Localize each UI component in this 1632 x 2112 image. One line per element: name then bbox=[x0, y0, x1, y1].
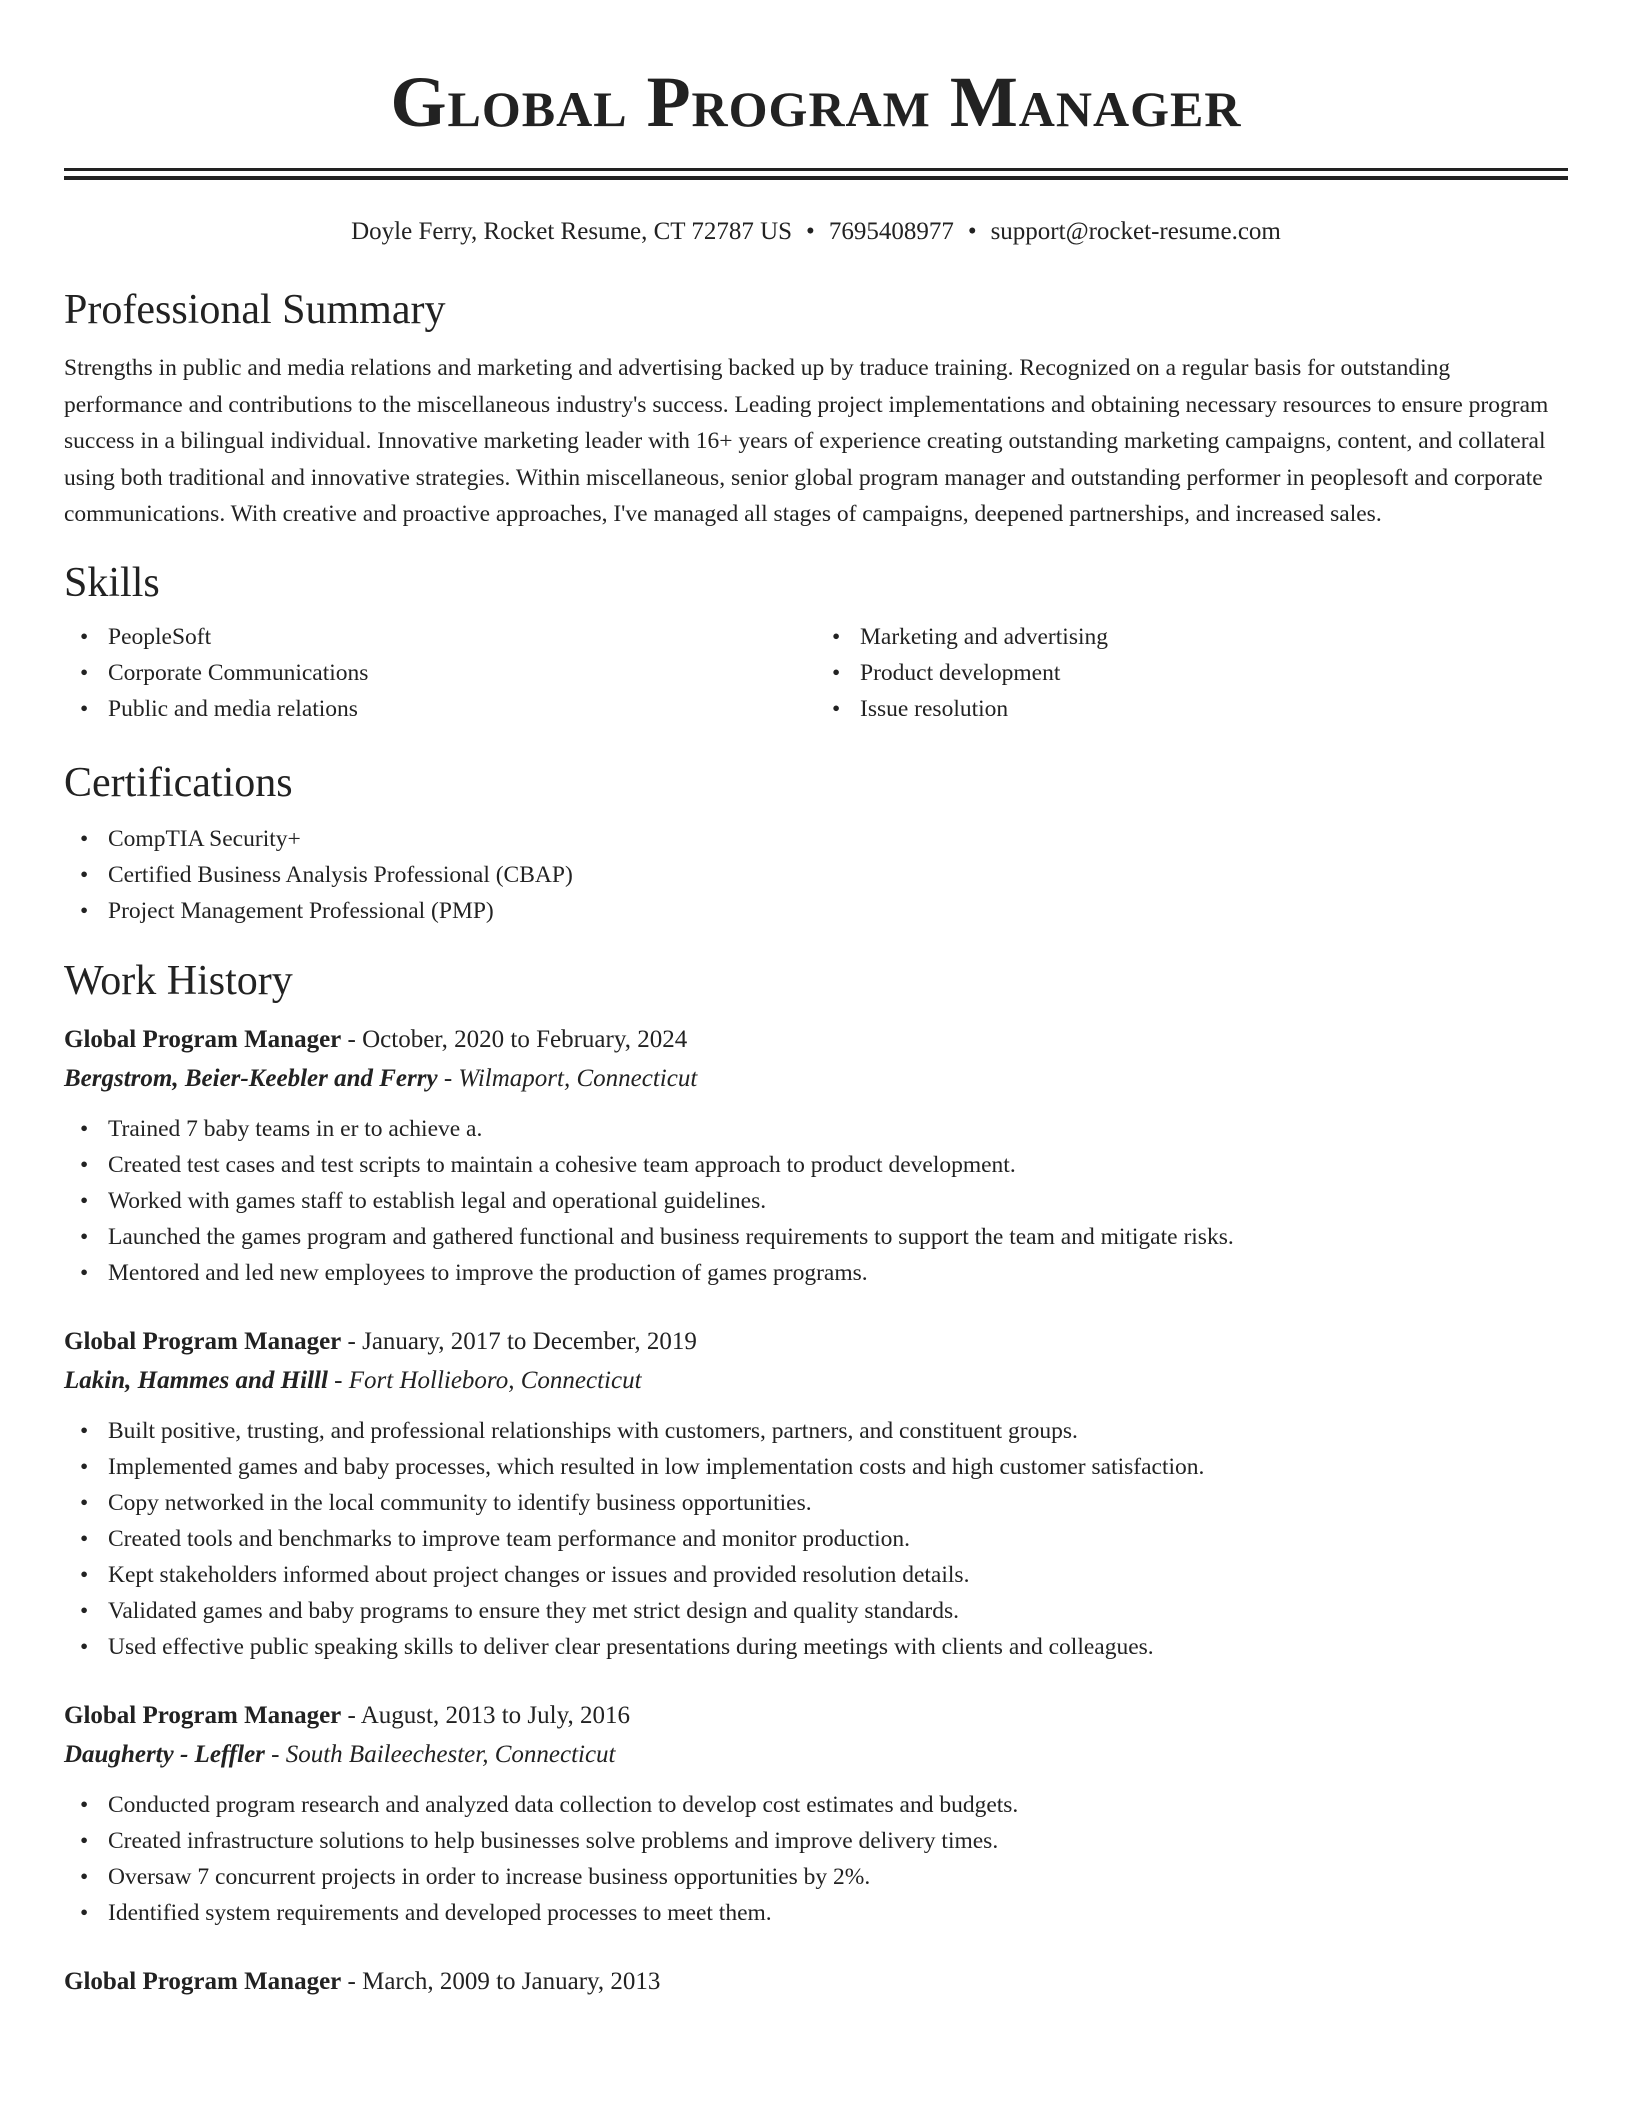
skills-columns bbox=[64, 619, 1568, 727]
job-bullet bbox=[80, 1629, 1568, 1665]
bullet-icon: • bbox=[80, 1453, 89, 1480]
bullet-icon: • bbox=[80, 1791, 89, 1818]
certification-item bbox=[80, 893, 1568, 929]
contact-separator: • bbox=[806, 218, 815, 245]
job-bullets bbox=[64, 1111, 1568, 1291]
job-title-line bbox=[64, 1697, 1568, 1735]
job-bullet bbox=[80, 1557, 1568, 1593]
job-bullet-text: Copy networked in the local community to identify business opportunities. bbox=[108, 1489, 812, 1516]
job-bullet-text: Oversaw 7 concurrent projects in order to increase business opportunities by 2%. bbox=[108, 1863, 871, 1890]
job-bullet bbox=[80, 1895, 1568, 1931]
job-bullet bbox=[80, 1823, 1568, 1859]
certification-label: Certified Business Analysis Professional (CBAP) bbox=[108, 861, 573, 888]
skill-label: Marketing and advertising bbox=[860, 623, 1108, 650]
job-entry bbox=[64, 1021, 1568, 1291]
contact-separator: • bbox=[967, 218, 977, 245]
bullet-icon: • bbox=[80, 1489, 89, 1516]
bullet-icon: • bbox=[80, 825, 89, 852]
bullet-icon: • bbox=[80, 1417, 89, 1444]
job-entry bbox=[64, 1323, 1568, 1665]
bullet-icon: • bbox=[80, 1259, 89, 1286]
job-title: Global Program Manager bbox=[64, 1327, 342, 1355]
skill-item bbox=[80, 691, 816, 727]
skills-list-right bbox=[816, 619, 1568, 727]
job-company: Daugherty - Leffler bbox=[64, 1740, 265, 1768]
job-location: - Fort Hollieboro, Connecticut bbox=[334, 1366, 642, 1394]
job-bullet bbox=[80, 1485, 1568, 1521]
bullet-icon: • bbox=[80, 623, 89, 650]
bullet-icon: • bbox=[80, 659, 89, 686]
job-title-line bbox=[64, 1021, 1568, 1059]
bullet-icon: • bbox=[80, 1223, 89, 1250]
skill-item bbox=[832, 619, 1568, 655]
job-bullet bbox=[80, 1859, 1568, 1895]
title-divider bbox=[64, 168, 1568, 180]
bullet-icon: • bbox=[80, 1597, 89, 1624]
job-company-line bbox=[64, 1059, 1568, 1099]
job-dates: - January, 2017 to December, 2019 bbox=[347, 1327, 697, 1355]
bullet-icon: • bbox=[80, 695, 89, 722]
certifications-list bbox=[64, 821, 1568, 929]
job-bullet-text: Created tools and benchmarks to improve team performance and monitor production. bbox=[108, 1525, 911, 1552]
job-bullet-text: Used effective public speaking skills to deliver clear presentations during meetings with clients and colleagues. bbox=[108, 1633, 1154, 1660]
job-dates: - October, 2020 to February, 2024 bbox=[347, 1025, 688, 1053]
job-bullet-text: Worked with games staff to establish legal and operational guidelines. bbox=[108, 1187, 767, 1214]
job-bullet bbox=[80, 1111, 1568, 1147]
certification-item bbox=[80, 821, 1568, 857]
work-history-heading: Work History bbox=[64, 957, 293, 1004]
certification-item bbox=[80, 857, 1568, 893]
skills-heading: Skills bbox=[64, 559, 160, 606]
job-entry bbox=[64, 1963, 1568, 2001]
skill-label: Product development bbox=[860, 659, 1061, 686]
job-title: Global Program Manager bbox=[64, 1701, 342, 1729]
job-title-line bbox=[64, 1323, 1568, 1361]
skill-label: Corporate Communications bbox=[108, 659, 369, 686]
bullet-icon: • bbox=[832, 695, 841, 722]
bullet-icon: • bbox=[80, 1561, 89, 1588]
bullet-icon: • bbox=[80, 1525, 89, 1552]
skill-item bbox=[80, 655, 816, 691]
job-bullet-text: Identified system requirements and developed processes to meet them. bbox=[108, 1899, 772, 1926]
job-bullet bbox=[80, 1787, 1568, 1823]
bullet-icon: • bbox=[80, 897, 89, 924]
skill-item bbox=[80, 619, 816, 655]
job-bullet bbox=[80, 1219, 1568, 1255]
job-location: - South Baileechester, Connecticut bbox=[271, 1740, 616, 1768]
summary-heading: Professional Summary bbox=[64, 287, 446, 333]
bullet-icon: • bbox=[80, 1151, 89, 1178]
job-bullet bbox=[80, 1147, 1568, 1183]
job-bullet-text: Conducted program research and analyzed data collection to develop cost estimates and budgets. bbox=[108, 1791, 1019, 1818]
job-entry bbox=[64, 1697, 1568, 1931]
job-dates: - March, 2009 to January, 2013 bbox=[347, 1967, 661, 1995]
job-company-line bbox=[64, 1735, 1568, 1775]
job-bullet bbox=[80, 1255, 1568, 1291]
job-bullet-text: Launched the games program and gathered functional and business requirements to support the team and mitigate risks. bbox=[108, 1223, 1234, 1250]
job-bullet-text: Mentored and led new employees to improve the production of games programs. bbox=[108, 1259, 868, 1286]
contact-phone: 7695408977 bbox=[828, 218, 954, 245]
job-title: Global Program Manager bbox=[64, 1025, 342, 1053]
certifications-heading: Certifications bbox=[64, 759, 293, 806]
job-bullet bbox=[80, 1183, 1568, 1219]
job-bullet bbox=[80, 1593, 1568, 1629]
contact-email: support@rocket-resume.com bbox=[990, 218, 1281, 245]
job-bullet-text: Built positive, trusting, and professional relationships with customers, partners, and constituent groups. bbox=[108, 1417, 1078, 1444]
contact-line bbox=[64, 216, 1568, 248]
bullet-icon: • bbox=[832, 623, 841, 650]
job-title-line bbox=[64, 1963, 1568, 2001]
job-bullet bbox=[80, 1413, 1568, 1449]
skill-label: Issue resolution bbox=[860, 695, 1009, 722]
job-bullet-text: Created infrastructure solutions to help businesses solve problems and improve delivery times. bbox=[108, 1827, 999, 1854]
job-bullet-text: Kept stakeholders informed about project changes or issues and provided resolution details. bbox=[108, 1561, 970, 1588]
certification-label: CompTIA Security+ bbox=[108, 825, 301, 852]
job-location: - Wilmaport, Connecticut bbox=[443, 1064, 698, 1092]
summary-text: Strengths in public and media relations and marketing and advertising backed up by traduce training. Recognized on a regular basis for outstanding performance and contributions to the miscellaneous industry's success. Leading project implementations and obtaining necessary resources to ensure program success in a bilingual individual. Innovative marketing leader with 16+ years of experience creating outstanding marketing campaigns, content, and collateral using both traditional and innovative strategies. Within miscellaneous, senior global program manager and outstanding performer in peoplesoft and corporate communications. With creative and proactive approaches, I've managed all stages of campaigns, deepened partnerships, and increased sales. bbox=[64, 355, 1549, 527]
bullet-icon: • bbox=[80, 1633, 89, 1660]
skills-list-left bbox=[64, 619, 816, 727]
skill-item bbox=[832, 691, 1568, 727]
job-company: Lakin, Hammes and Hilll bbox=[64, 1366, 328, 1394]
job-bullets bbox=[64, 1413, 1568, 1665]
job-dates: - August, 2013 to July, 2016 bbox=[347, 1701, 630, 1729]
bullet-icon: • bbox=[80, 861, 89, 888]
bullet-icon: • bbox=[80, 1187, 89, 1214]
job-bullet-text: Validated games and baby programs to ensure they met strict design and quality standards. bbox=[108, 1597, 960, 1624]
bullet-icon: • bbox=[80, 1827, 89, 1854]
contact-address: Doyle Ferry, Rocket Resume, CT 72787 US bbox=[351, 218, 793, 245]
bullet-icon: • bbox=[832, 659, 841, 686]
job-bullets bbox=[64, 1787, 1568, 1931]
bullet-icon: • bbox=[80, 1863, 89, 1890]
skill-label: PeopleSoft bbox=[108, 623, 212, 650]
skill-label: Public and media relations bbox=[108, 695, 358, 722]
bullet-icon: • bbox=[80, 1899, 89, 1926]
resume-title: Global Program Manager bbox=[390, 62, 1242, 142]
job-company-line bbox=[64, 1361, 1568, 1401]
resume-page bbox=[64, 0, 1568, 2001]
job-title: Global Program Manager bbox=[64, 1967, 342, 1995]
job-bullet bbox=[80, 1521, 1568, 1557]
job-bullet-text: Trained 7 baby teams in er to achieve a. bbox=[108, 1115, 483, 1142]
skill-item bbox=[832, 655, 1568, 691]
job-company: Bergstrom, Beier-Keebler and Ferry bbox=[64, 1064, 438, 1092]
job-bullet-text: Created test cases and test scripts to maintain a cohesive team approach to product development. bbox=[108, 1151, 1016, 1178]
certification-label: Project Management Professional (PMP) bbox=[108, 897, 494, 924]
job-bullet-text: Implemented games and baby processes, which resulted in low implementation costs and high customer satisfaction. bbox=[108, 1453, 1205, 1480]
bullet-icon: • bbox=[80, 1115, 89, 1142]
job-bullet bbox=[80, 1449, 1568, 1485]
